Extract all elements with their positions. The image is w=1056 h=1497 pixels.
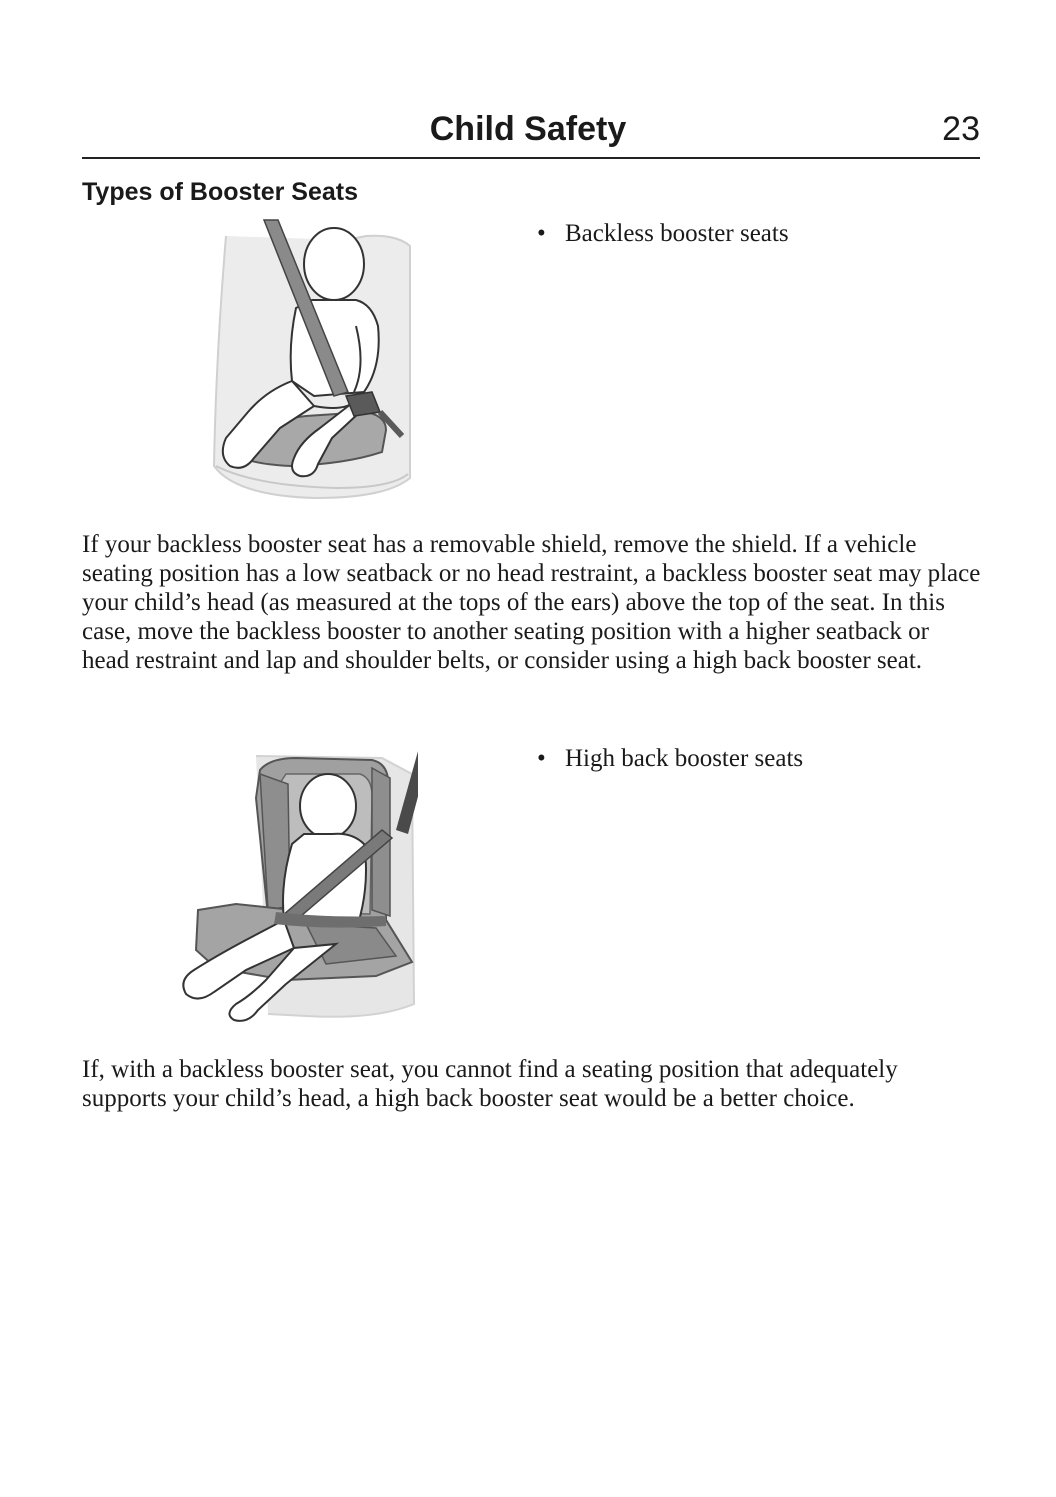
header-divider [82,157,980,159]
page-number: 23 [942,110,980,148]
list-item-label: High back booster seats [565,745,804,772]
bullet-marker: • [537,745,546,772]
list-item-backless-booster [537,218,789,250]
paragraph-backless-booster: If your backless booster seat has a removable shield, remove the shield. If a vehicle seating position has a low seatback or no head restraint, a backless booster seat may place your child’s head (as measured at the tops of the ears) above the top of the seat. In this case, move the backless booster to another seating position with a higher seatback or head restraint and lap and shoulder belts, or consider using a high back booster seat. [82,531,981,674]
bullet-marker: • [537,220,546,247]
high-back-booster-seat-illustration [176,744,418,1022]
list-item-label: Backless booster seats [565,220,789,247]
page-header-title: Child Safety [429,110,627,148]
paragraph-better-choice: If, with a backless booster seat, you cannot find a seating position that adequately supports your child’s head, a high back booster seat would be a better choice. [82,1056,898,1112]
backless-booster-seat-illustration [196,216,418,502]
section-heading: Types of Booster Seats [82,178,359,206]
list-item-high-back-booster [537,743,803,775]
